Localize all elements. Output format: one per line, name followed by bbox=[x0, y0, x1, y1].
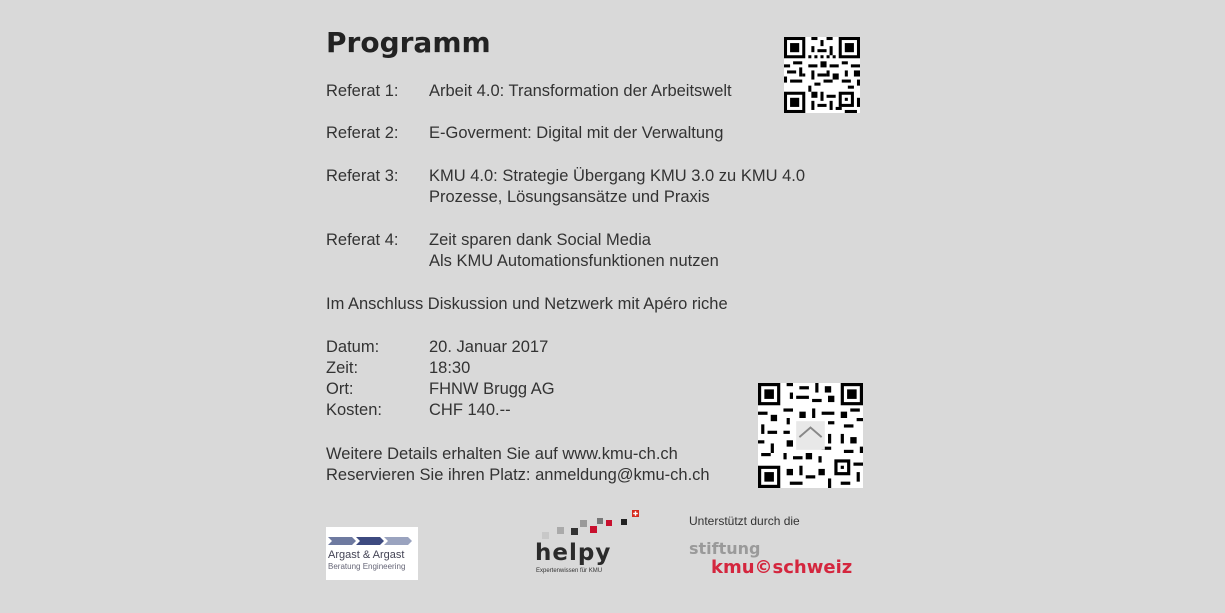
argast-arrows-icon bbox=[328, 537, 416, 545]
referat-label: Referat 4: bbox=[326, 231, 399, 249]
page-title: Programm bbox=[326, 26, 491, 59]
helpy-squares-icon bbox=[534, 508, 644, 540]
argast-subtitle: Beratung Engineering bbox=[328, 562, 406, 571]
referat-topic-line2: Als KMU Automationsfunktionen nutzen bbox=[429, 252, 719, 270]
helpy-wordmark: helpy bbox=[535, 540, 612, 566]
referat-topic-line2: Prozesse, Lösungsansätze und Praxis bbox=[429, 188, 710, 206]
detail-label: Datum: bbox=[326, 338, 380, 356]
detail-label: Zeit: bbox=[326, 359, 359, 377]
qr-code-bottom bbox=[758, 383, 863, 488]
argast-logo bbox=[326, 527, 418, 580]
more-info-text: Weitere Details erhalten Sie auf www.kmu-ch.ch bbox=[326, 445, 678, 463]
kmu-schweiz-wordmark: kmu©schweiz bbox=[711, 557, 853, 578]
referat-topic: Arbeit 4.0: Transformation der Arbeitswelt bbox=[429, 82, 732, 100]
anschluss-text: Im Anschluss Diskussion und Netzwerk mit Apéro riche bbox=[326, 295, 728, 313]
detail-label: Kosten: bbox=[326, 401, 382, 419]
reserve-text: Reservieren Sie ihren Platz: anmeldung@kmu-ch.ch bbox=[326, 466, 710, 484]
helpy-tagline: Expertenwissen für KMU bbox=[536, 568, 603, 574]
detail-value: FHNW Brugg AG bbox=[429, 380, 555, 398]
detail-value: 20. Januar 2017 bbox=[429, 338, 549, 356]
referat-topic: E-Goverment: Digital mit der Verwaltung bbox=[429, 124, 724, 142]
supported-by-label: Unterstützt durch die bbox=[689, 514, 800, 528]
qr-code-top bbox=[784, 37, 860, 113]
helpy-logo bbox=[534, 508, 644, 580]
referat-topic: KMU 4.0: Strategie Übergang KMU 3.0 zu KMU 4.0 bbox=[429, 167, 806, 185]
detail-value: 18:30 bbox=[429, 359, 471, 377]
detail-value: CHF 140.-- bbox=[429, 401, 511, 419]
detail-label: Ort: bbox=[326, 380, 354, 398]
referat-topic: Zeit sparen dank Social Media bbox=[429, 231, 651, 249]
referat-label: Referat 3: bbox=[326, 167, 399, 185]
argast-name: Argast & Argast bbox=[328, 549, 405, 561]
referat-label: Referat 1: bbox=[326, 82, 399, 100]
stiftung-wordmark: stiftung bbox=[689, 539, 761, 558]
referat-label: Referat 2: bbox=[326, 124, 399, 142]
